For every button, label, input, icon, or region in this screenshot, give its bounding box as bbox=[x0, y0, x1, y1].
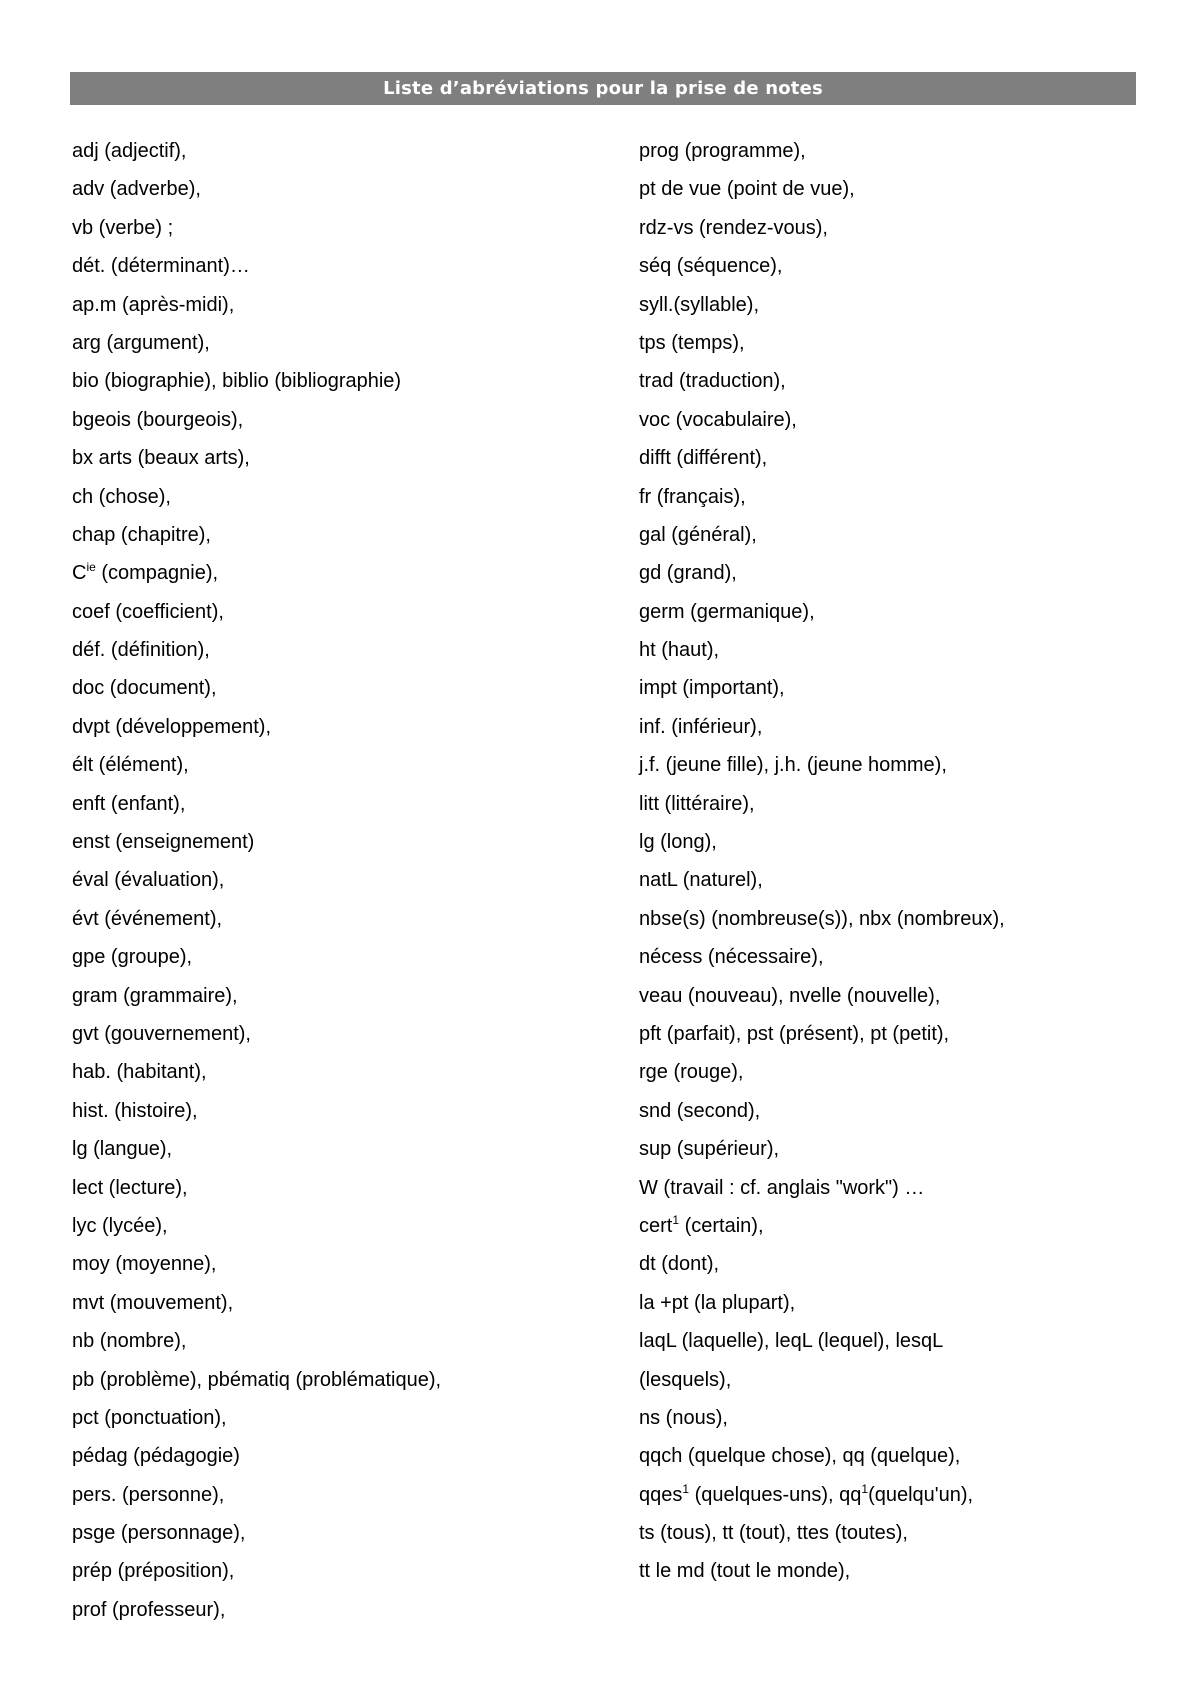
entry-text: gd (grand), bbox=[639, 562, 737, 585]
entry-text: séq (séquence), bbox=[639, 255, 783, 278]
abbreviation-entry bbox=[639, 1361, 1159, 1399]
entry-text: prép (préposition), bbox=[72, 1560, 235, 1583]
entry-text: rge (rouge), bbox=[639, 1061, 744, 1084]
abbreviation-entry bbox=[639, 1207, 1159, 1245]
entry-text: pct (ponctuation), bbox=[72, 1406, 227, 1429]
abbreviation-entry bbox=[639, 554, 1159, 592]
entry-text: (quelques-uns), qq bbox=[689, 1483, 862, 1506]
entry-text: ts (tous), tt (tout), ttes (toutes), bbox=[639, 1522, 908, 1545]
abbreviation-entry bbox=[72, 977, 632, 1015]
abbreviation-entry bbox=[639, 439, 1159, 477]
abbreviation-entry bbox=[72, 209, 632, 247]
entry-text: trad (traduction), bbox=[639, 370, 786, 393]
abbreviation-entry bbox=[72, 593, 632, 631]
entry-text: hist. (histoire), bbox=[72, 1099, 198, 1122]
abbreviation-entry bbox=[72, 170, 632, 208]
abbreviation-entry bbox=[72, 1361, 632, 1399]
abbreviation-entry bbox=[639, 1552, 1159, 1590]
entry-text: ch (chose), bbox=[72, 485, 171, 508]
entry-text: lyc (lycée), bbox=[72, 1214, 168, 1237]
abbreviation-entry bbox=[72, 1552, 632, 1590]
abbreviation-entry bbox=[72, 1514, 632, 1552]
abbreviation-entry bbox=[72, 1092, 632, 1130]
abbreviation-entry bbox=[639, 593, 1159, 631]
abbreviation-entry bbox=[639, 286, 1159, 324]
abbreviation-entry bbox=[639, 1322, 1159, 1360]
entry-text: litt (littéraire), bbox=[639, 792, 755, 815]
entry-text: gram (grammaire), bbox=[72, 984, 238, 1007]
entry-text: nb (nombre), bbox=[72, 1330, 187, 1353]
abbreviation-entry bbox=[639, 1092, 1159, 1130]
entry-text: ns (nous), bbox=[639, 1406, 728, 1429]
entry-text: qqch (quelque chose), qq (quelque), bbox=[639, 1445, 961, 1468]
entry-text: difft (différent), bbox=[639, 447, 768, 470]
entry-text: déf. (définition), bbox=[72, 639, 210, 662]
abbreviation-entry bbox=[639, 823, 1159, 861]
entry-text: gpe (groupe), bbox=[72, 946, 193, 969]
abbreviation-entry bbox=[639, 1015, 1159, 1053]
abbreviation-entry bbox=[639, 516, 1159, 554]
abbreviation-entry bbox=[72, 1130, 632, 1168]
abbreviation-entry bbox=[639, 1130, 1159, 1168]
abbreviation-entry bbox=[639, 746, 1159, 784]
abbreviation-entry bbox=[72, 362, 632, 400]
abbreviation-entry bbox=[72, 247, 632, 285]
abbreviation-entry bbox=[72, 669, 632, 707]
entry-text: dvpt (développement), bbox=[72, 715, 272, 738]
abbreviation-entry bbox=[72, 785, 632, 823]
entry-text: C bbox=[72, 562, 87, 585]
entry-text: (certain), bbox=[679, 1214, 764, 1237]
entry-text: dét. (déterminant)… bbox=[72, 255, 250, 278]
abbreviation-entry bbox=[639, 977, 1159, 1015]
abbreviation-entry bbox=[72, 1053, 632, 1091]
abbreviation-entry bbox=[72, 1322, 632, 1360]
abbreviation-entry bbox=[639, 324, 1159, 362]
entry-text: éval (évaluation), bbox=[72, 869, 225, 892]
entry-text: bio (biographie), biblio (bibliographie) bbox=[72, 370, 402, 393]
entry-text: j.f. (jeune fille), j.h. (jeune homme), bbox=[639, 754, 947, 777]
entry-text: chap (chapitre), bbox=[72, 523, 211, 546]
abbreviation-entry bbox=[72, 478, 632, 516]
abbreviation-entry bbox=[72, 823, 632, 861]
entry-text: inf. (inférieur), bbox=[639, 715, 763, 738]
abbreviation-entry bbox=[72, 401, 632, 439]
entry-text: voc (vocabulaire), bbox=[639, 408, 797, 431]
abbreviation-entry bbox=[639, 132, 1159, 170]
entry-text: W (travail : cf. anglais "work") … bbox=[639, 1176, 925, 1199]
abbreviation-entry bbox=[639, 362, 1159, 400]
entry-text: dt (dont), bbox=[639, 1253, 720, 1276]
entry-text: prof (professeur), bbox=[72, 1598, 226, 1621]
superscript: ie bbox=[86, 560, 96, 575]
abbreviation-entry bbox=[639, 1284, 1159, 1322]
document-title: Liste d’abréviations pour la prise de notes bbox=[70, 72, 1136, 105]
superscript: 1 bbox=[861, 1481, 869, 1496]
abbreviation-entry bbox=[72, 554, 632, 592]
entry-text: hab. (habitant), bbox=[72, 1061, 207, 1084]
entry-text: nécess (nécessaire), bbox=[639, 946, 824, 969]
superscript: 1 bbox=[672, 1212, 680, 1227]
abbreviation-entry bbox=[639, 170, 1159, 208]
entry-text: laqL (laquelle), leqL (lequel), lesqL bbox=[639, 1330, 944, 1353]
abbreviation-entry bbox=[639, 861, 1159, 899]
entry-text: (quelqu'un), bbox=[868, 1483, 974, 1506]
abbreviation-entry bbox=[72, 1399, 632, 1437]
entry-text: coef (coefficient), bbox=[72, 600, 224, 623]
abbreviation-entry bbox=[639, 1245, 1159, 1283]
left-column bbox=[72, 132, 632, 1629]
abbreviation-entry bbox=[72, 861, 632, 899]
abbreviation-entry bbox=[72, 324, 632, 362]
abbreviation-entry bbox=[72, 1591, 632, 1629]
abbreviation-entry bbox=[639, 247, 1159, 285]
abbreviation-entry bbox=[72, 286, 632, 324]
abbreviation-entry bbox=[639, 1399, 1159, 1437]
abbreviation-entry bbox=[72, 900, 632, 938]
entry-text: ap.m (après-midi), bbox=[72, 293, 235, 316]
entry-text: sup (supérieur), bbox=[639, 1138, 780, 1161]
abbreviation-entry bbox=[639, 631, 1159, 669]
abbreviation-entry bbox=[639, 938, 1159, 976]
entry-text: germ (germanique), bbox=[639, 600, 815, 623]
abbreviation-entry bbox=[639, 1169, 1159, 1207]
abbreviation-entry bbox=[639, 1514, 1159, 1552]
entry-text: adv (adverbe), bbox=[72, 178, 201, 201]
abbreviation-entry bbox=[639, 708, 1159, 746]
entry-text: prog (programme), bbox=[639, 140, 806, 162]
abbreviation-entry bbox=[72, 1245, 632, 1283]
entry-text: impt (important), bbox=[639, 677, 785, 700]
entry-text: arg (argument), bbox=[72, 331, 210, 354]
entry-text: enft (enfant), bbox=[72, 792, 186, 815]
abbreviation-entry bbox=[639, 401, 1159, 439]
abbreviation-entry bbox=[72, 631, 632, 669]
entry-text: veau (nouveau), nvelle (nouvelle), bbox=[639, 984, 941, 1007]
entry-text: (compagnie), bbox=[95, 562, 219, 585]
abbreviation-entry bbox=[639, 478, 1159, 516]
entry-text: pb (problème), pbématiq (problématique), bbox=[72, 1368, 442, 1391]
entry-text: pers. (personne), bbox=[72, 1483, 225, 1506]
entry-text: lg (long), bbox=[639, 831, 717, 854]
entry-text: cert bbox=[639, 1214, 673, 1237]
abbreviation-entry bbox=[72, 1476, 632, 1514]
entry-text: gvt (gouvernement), bbox=[72, 1022, 251, 1045]
entry-text: bgeois (bourgeois), bbox=[72, 408, 244, 431]
abbreviation-entry bbox=[72, 1437, 632, 1475]
entry-text: qqes bbox=[639, 1483, 683, 1506]
abbreviation-entry bbox=[72, 1015, 632, 1053]
entry-text: bx arts (beaux arts), bbox=[72, 447, 250, 470]
abbreviation-entry bbox=[72, 516, 632, 554]
abbreviation-entry bbox=[72, 1284, 632, 1322]
entry-text: la +pt (la plupart), bbox=[639, 1291, 796, 1314]
abbreviation-entry bbox=[639, 669, 1159, 707]
entry-text: gal (général), bbox=[639, 523, 757, 546]
right-column bbox=[639, 132, 1159, 1591]
entry-text: tt le md (tout le monde), bbox=[639, 1560, 851, 1583]
entry-text: rdz-vs (rendez-vous), bbox=[639, 216, 828, 239]
entry-text: pft (parfait), pst (présent), pt (petit), bbox=[639, 1022, 950, 1045]
abbreviation-entry bbox=[72, 938, 632, 976]
entry-text: fr (français), bbox=[639, 485, 746, 508]
entry-text: élt (élément), bbox=[72, 754, 189, 777]
entry-text: syll.(syllable), bbox=[639, 293, 760, 316]
abbreviation-entry bbox=[639, 1053, 1159, 1091]
entry-text: enst (enseignement) bbox=[72, 831, 255, 854]
entry-text: mvt (mouvement), bbox=[72, 1291, 234, 1314]
entry-text: nbse(s) (nombreuse(s)), nbx (nombreux), bbox=[639, 907, 1005, 930]
entry-text: moy (moyenne), bbox=[72, 1253, 217, 1276]
entry-text: vb (verbe) ; bbox=[72, 216, 174, 239]
abbreviation-entry bbox=[639, 1437, 1159, 1475]
abbreviation-entry bbox=[639, 209, 1159, 247]
superscript: 1 bbox=[682, 1481, 690, 1496]
abbreviation-entry bbox=[72, 132, 632, 170]
entry-text: ht (haut), bbox=[639, 639, 720, 662]
entry-text: (lesquels), bbox=[639, 1368, 732, 1391]
entry-text: adj (adjectif), bbox=[72, 140, 187, 162]
entry-text: psge (personnage), bbox=[72, 1522, 246, 1545]
abbreviation-entry bbox=[639, 785, 1159, 823]
abbreviation-entry bbox=[72, 708, 632, 746]
abbreviation-entry bbox=[72, 1169, 632, 1207]
entry-text: lect (lecture), bbox=[72, 1176, 188, 1199]
abbreviation-entry bbox=[72, 746, 632, 784]
entry-text: natL (naturel), bbox=[639, 869, 763, 892]
entry-text: lg (langue), bbox=[72, 1138, 173, 1161]
entry-text: doc (document), bbox=[72, 677, 217, 700]
abbreviation-entry bbox=[72, 439, 632, 477]
entry-text: tps (temps), bbox=[639, 331, 745, 354]
abbreviation-entry bbox=[72, 1207, 632, 1245]
entry-text: pt de vue (point de vue), bbox=[639, 178, 855, 201]
entry-text: pédag (pédagogie) bbox=[72, 1445, 240, 1468]
entry-text: évt (événement), bbox=[72, 907, 223, 930]
entry-text: snd (second), bbox=[639, 1099, 761, 1122]
abbreviation-entry bbox=[639, 1476, 1159, 1514]
abbreviation-entry bbox=[639, 900, 1159, 938]
